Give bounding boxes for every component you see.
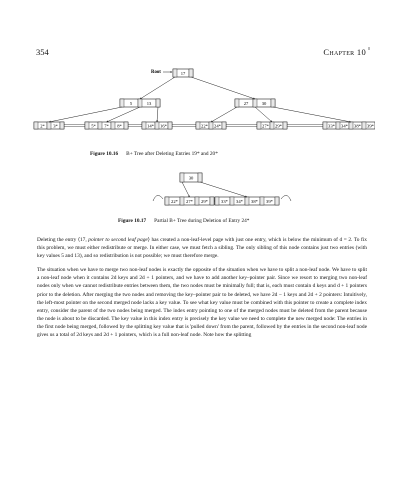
node-key: 34* [341, 123, 348, 129]
pointer-slot [142, 122, 146, 129]
pointer-arrow [255, 107, 272, 122]
page-header [36, 47, 366, 59]
node-key: 33* [328, 123, 335, 129]
pointer-slot [173, 69, 177, 77]
node-key: 5 [129, 100, 133, 106]
tree-diagram-svg [30, 62, 375, 210]
node-key: 27 [243, 100, 249, 106]
pointer-slot [195, 197, 199, 205]
pointer-slot [283, 122, 287, 129]
pointer-slot [165, 197, 169, 205]
node-key: 24* [214, 123, 221, 129]
chapter-title: Chapter 10 [323, 47, 366, 57]
node-key: 29* [201, 198, 208, 204]
pointer-slot [111, 122, 115, 129]
pointer-slot [196, 122, 200, 129]
pointer-slot [120, 99, 124, 107]
pointer-slot [349, 122, 353, 129]
pointer-slot [336, 122, 340, 129]
pointer-slot [209, 122, 213, 129]
node-key: 3* [53, 123, 58, 129]
pointer-slot [47, 122, 51, 129]
pointer-slot [168, 122, 172, 129]
node-key: 33* [221, 198, 228, 204]
pointer-slot [260, 197, 264, 205]
overflow-pointer [281, 195, 291, 201]
margin-mark [368, 47, 370, 50]
figure-label: Figure 10.17 [118, 218, 147, 224]
pointer-slot [215, 197, 219, 205]
node-key: 8* [117, 123, 122, 129]
pointer-arrow [211, 107, 237, 122]
node-key: 13 [146, 100, 152, 106]
pointer-slot [85, 122, 89, 129]
pointer-arrow [191, 77, 255, 99]
pointer-arrow [157, 107, 158, 122]
node-key: 34* [236, 198, 243, 204]
node-key: 27* [186, 198, 193, 204]
pointer-slot [210, 197, 214, 205]
pointer-slot [271, 99, 275, 107]
figure-caption-10-16 [90, 151, 218, 157]
figure-label: Figure 10.16 [90, 151, 119, 157]
node-key: 38* [251, 198, 258, 204]
node-key: 29* [275, 123, 282, 129]
pointer-slot [222, 122, 226, 129]
node-key: 39* [367, 123, 374, 129]
pointer-slot [34, 122, 38, 129]
pointer-slot [235, 99, 239, 107]
paragraph: The situation when we have to merge two non-leaf nodes is exactly the opposite of the situation when we have to split a non-leaf node. We have to split a non-leaf node when it contains 2d keys and 2d + 1 pointers, and we have to add another key–pointer pair. Since we resort to merging two non-leaf nodes only when we cannot redistribute entries between them, the two nodes must be minimally full; that is, each must contain d keys and d + 1 pointers prior to the deletion. After merging the two nodes and removing the key–pointer pair to be deleted, we have 2d − 1 keys and 2d + 2 pointers: Intuitively, the left-most pointer on the second merged node lacks a key value. To see what key value must be combined with this pointer to create a complete index entry, consider the parent of the two nodes being merged. The index entry pointing to one of the merged nodes must be deleted from the parent because the node is about to be discarded. The key value in this index entry is precisely the key value we need to complete the new merged node: The entries in the first node being merged, followed by the splitting key value that is 'pulled down' from the parent, followed by the entries in the second non-leaf node gives us a total of 2d keys and 2d + 1 pointers, which is a full non-leaf node. Note how the splitting [37, 267, 367, 339]
pointer-slot [124, 122, 128, 129]
pointer-slot [156, 99, 160, 107]
pointer-slot [253, 99, 257, 107]
node-key: 27* [262, 123, 269, 129]
node-key: 5* [91, 123, 96, 129]
node-key: 2* [40, 123, 45, 129]
figure-10-16-tree [34, 69, 375, 129]
figure-tree-diagrams [30, 62, 375, 210]
overflow-pointer [153, 195, 163, 201]
pointer-slot [60, 122, 64, 129]
node-key: 17 [180, 70, 186, 76]
pointer-slot [155, 122, 159, 129]
node-key: 7* [104, 123, 109, 129]
root-label: Root [151, 70, 161, 75]
pointer-slot [270, 122, 274, 129]
pointer-slot [257, 122, 261, 129]
pointer-slot [189, 69, 193, 77]
pointer-slot [230, 197, 234, 205]
node-key: 30 [188, 175, 194, 181]
pointer-slot [245, 197, 249, 205]
pointer-slot [180, 173, 184, 182]
pointer-slot [180, 197, 184, 205]
pointer-arrow [200, 182, 247, 197]
pointer-slot [275, 197, 279, 205]
node-key: 38* [354, 123, 361, 129]
figure-10-17-tree [153, 173, 291, 205]
pointer-slot [198, 173, 202, 182]
pointer-slot [323, 122, 327, 129]
pointer-slot [362, 122, 366, 129]
pointer-arrow [273, 107, 351, 122]
node-key: 16* [160, 123, 167, 129]
pointer-slot [98, 122, 102, 129]
node-key: 22* [201, 123, 208, 129]
page-number: 354 [36, 47, 49, 57]
pointer-arrow [140, 77, 175, 99]
node-key: 14* [147, 123, 154, 129]
pointer-arrow [182, 182, 190, 197]
figure-caption-10-17 [118, 218, 249, 224]
node-key: 22* [171, 198, 178, 204]
figure-caption-text: B+ Tree after Deleting Entries 19* and 20* [126, 151, 218, 157]
pointer-slot [138, 99, 142, 107]
figure-caption-text: Partial B+ Tree during Deletion of Entry 24* [154, 218, 250, 224]
body-text [37, 236, 367, 345]
node-key: 39* [266, 198, 273, 204]
paragraph: Deleting the entry ⟨17, pointer to second leaf page⟩ has created a non-leaf-level page with just one entry, which is below the minimum of d = 2. To fix this problem, we must either redistribute or merge. In either case, we must fetch a sibling. The only sibling of this node contains just two entries (with key values 5 and 13), and so redistribution is not possible; we must therefore merge. [37, 237, 367, 260]
node-key: 30 [261, 100, 267, 106]
